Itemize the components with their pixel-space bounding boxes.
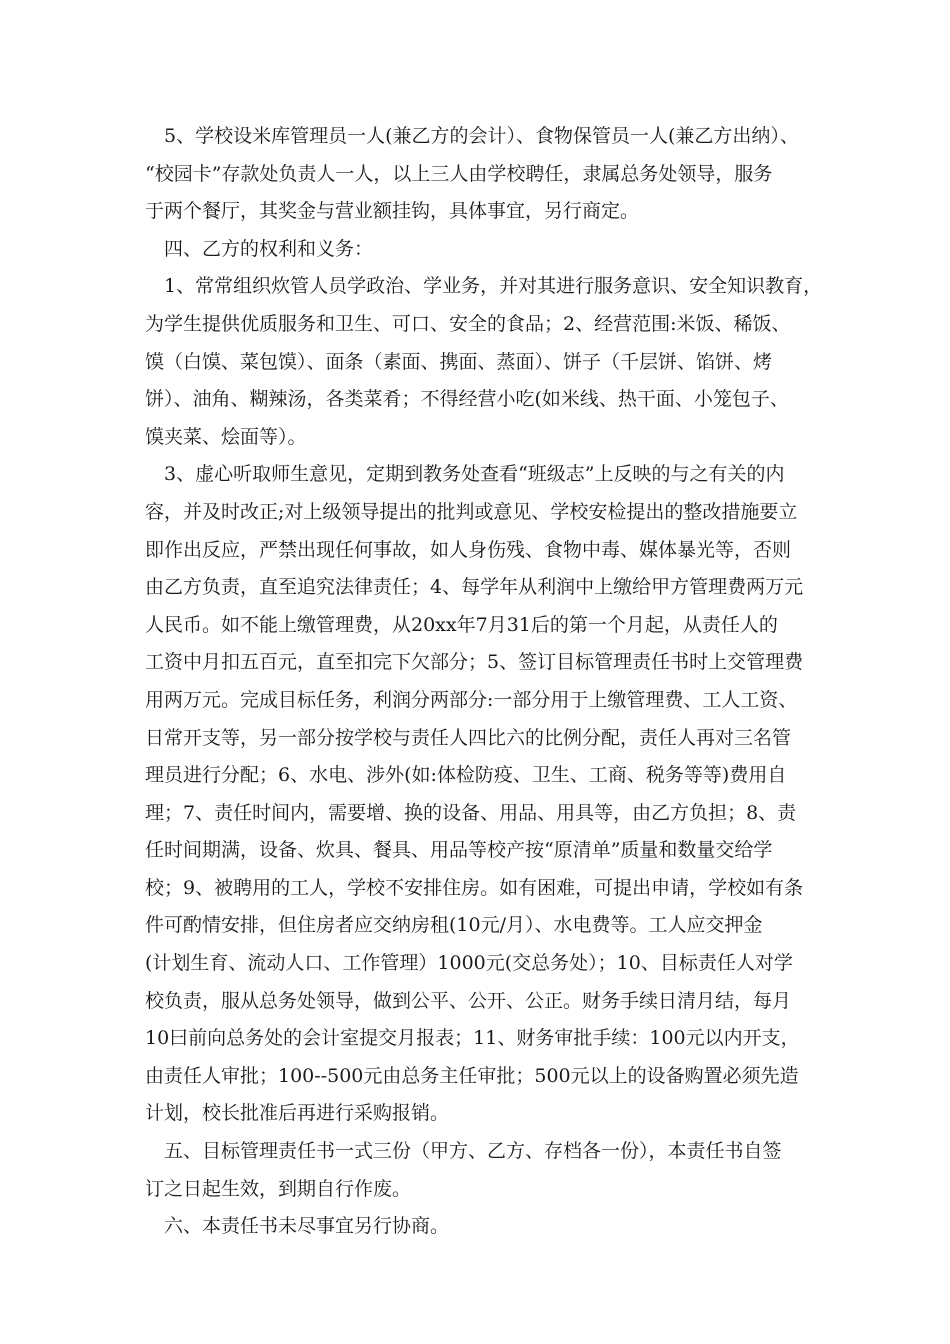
text-line: 即作出反应，严禁出现任何事故，如人身伤残、食物中毒、媒体暴光等，否则 [145, 538, 792, 561]
text-line: 容，并及时改正;对上级领导提出的批判或意见、学校安检提出的整改措施要立 [145, 500, 798, 523]
text-line: 10曰前向总务处的会计室提交月报表；11、财务审批手续：100元以内开支， [145, 1027, 800, 1050]
text-line: 日常开支等，另一部分按学校与责任人四比六的比例分配，责任人再对三名管 [145, 726, 792, 749]
section-heading: 五、目标管理责任书一式三份（甲方、乙方、存档各一份），本责任书自签 [145, 1140, 782, 1163]
text-line: 件可酌情安排，但住房者应交纳房租(10元/月）、水电费等。工人应交押金 [145, 914, 763, 937]
text-line: 为学生提供优质服务和卫生、可口、安全的食品；2、经营范围:米饭、稀饭、 [145, 312, 791, 335]
text-line: 馍夹菜、烩面等）。 [145, 425, 307, 448]
text-line: (计划生育、流动人口、工作管理）1000元(交总务处）；10、目标责任人对学 [145, 952, 793, 975]
text-line: 理；7、责任时间内，需要增、换的设备、用品、用具等，由乙方负担；8、责 [145, 801, 797, 824]
text-line: 5、学校设米库管理员一人(兼乙方的会计）、食物保管员一人(兼乙方出纳）、 [145, 125, 799, 147]
text-line: 饼）、油角、糊辣汤，各类菜肴；不得经营小吃(如米线、热干面、小笼包子、 [145, 388, 789, 411]
text-line: 3、虚心听取师生意见，定期到教务处查看“班级志”上反映的与之有关的内 [145, 463, 785, 486]
text-line: 校；9、被聘用的工人，学校不安排住房。如有困难，可提出申请，学校如有条 [145, 876, 804, 899]
text-line: 校负责，服从总务处领导，做到公平、公开、公正。财务手续日清月结，每月 [145, 989, 792, 1012]
text-line: 1、常常组织炊管人员学政治、学业务，并对其进行服务意识、安全知识教育， [145, 275, 823, 298]
text-line: 用两万元。完成目标任务，利润分两部分:一部分用于上缴管理费、工人工资、 [145, 688, 798, 711]
text-line: 任时间期满，设备、炊具、餐具、用品等校产按“原清单”质量和数量交给学 [145, 839, 773, 862]
text-line: 由责任人审批；100--500元由总务主任审批；500元以上的设备购置必须先造 [145, 1064, 799, 1087]
text-line: 于两个餐厅，其奖金与营业额挂钩，具体事宜，另行商定。 [145, 200, 640, 223]
text-line: 计划，校长批准后再进行采购报销。 [145, 1102, 450, 1125]
text-line: 人民币。如不能上缴管理费，从20xx年7月31后的第一个月起，从责任人的 [145, 613, 778, 636]
text-line: 订之日起生效，到期自行作废。 [145, 1177, 412, 1200]
text-line: “校园卡”存款处负责人一人，以上三人由学校聘任，隶属总务处领导，服务 [145, 162, 773, 185]
text-line: 理员进行分配；6、水电、涉外(如:体检防疫、卫生、工商、税务等等)费用自 [145, 764, 787, 787]
document-body [145, 118, 825, 1246]
text-line: 馍（白馍、菜包馍）、面条（素面、携面、蒸面）、饼子（千层饼、馅饼、烤 [145, 350, 773, 373]
section-heading: 四、乙方的权利和义务： [145, 237, 374, 260]
text-line: 由乙方负责，直至追究法律责任；4、每学年从利润中上缴给甲方管理费两万元 [145, 576, 804, 599]
section-heading: 六、本责任书未尽事宜另行协商。 [145, 1215, 450, 1238]
text-line: 工资中月扣五百元，直至扣完下欠部分；5、签订目标管理责任书时上交管理费 [145, 651, 804, 674]
